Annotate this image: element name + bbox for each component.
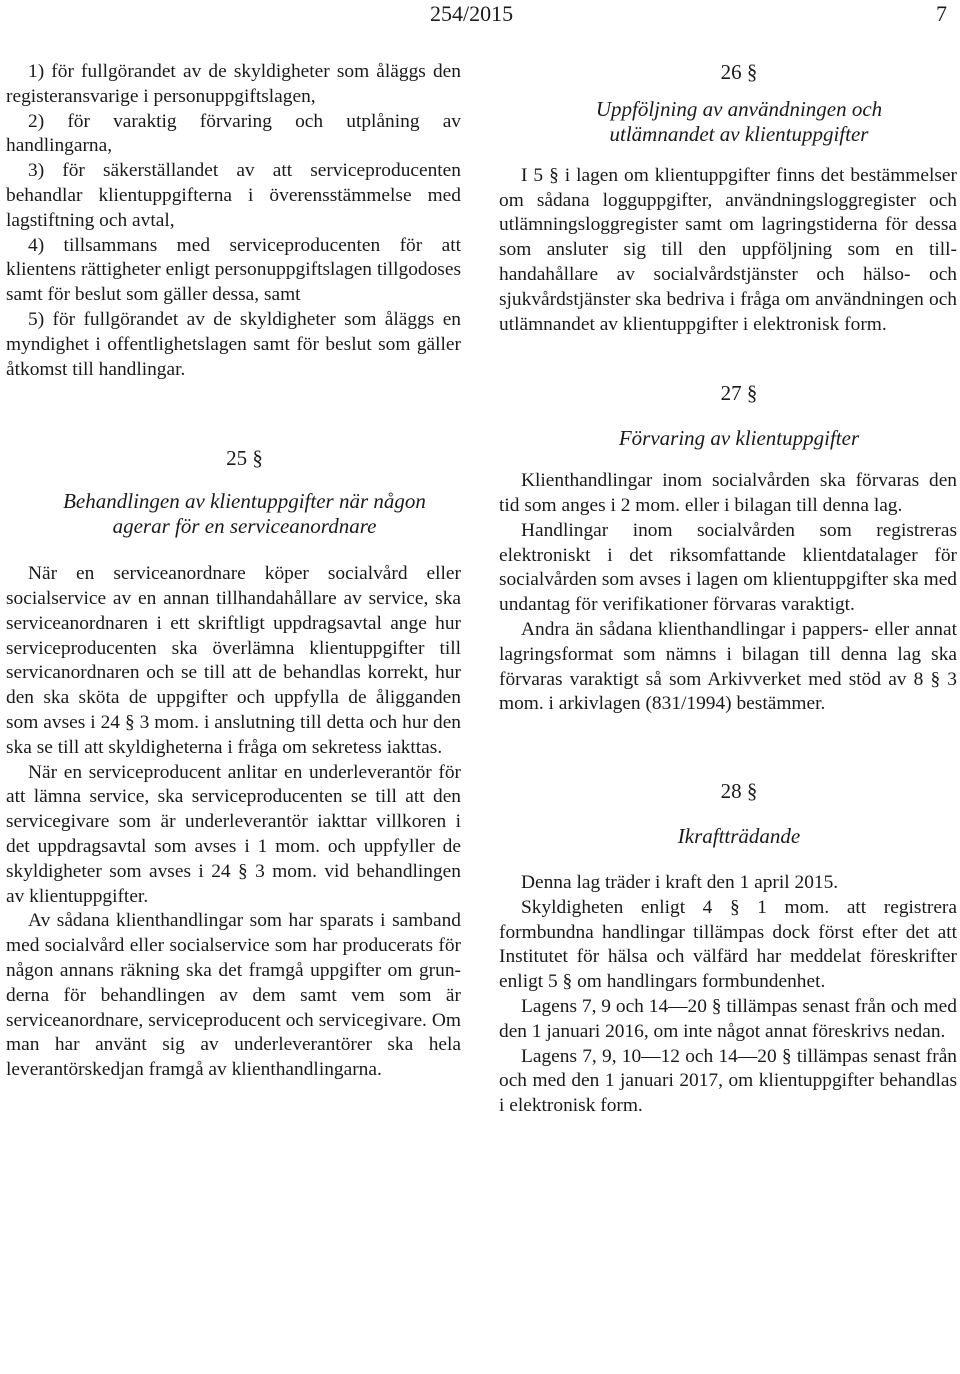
section-25-title-line1: Behandlingen av klientuppgifter när någon bbox=[63, 489, 426, 514]
section-26-title-line2: utlämnandet av klientuppgifter bbox=[609, 121, 869, 146]
right-column bbox=[499, 60, 957, 1119]
list-item-4: 4) tillsammans med serviceproducenten för att klientens rättigheter enligt personuppgiftslagen tillgodoses samt för beslut som gäller dessa, samt bbox=[6, 234, 461, 306]
section-25-paragraph-2: När en serviceproducent anlitar en underleverantör för att lämna service, ska serviceproducenten se till att den servicegivare som är underleverantör iakttar villkoren i det uppdragsavtal som avses i 1 mom. och uppfyller de skyldigheter som avses i 24 § 3 mom. vid behandlingen av klientuppgifter. bbox=[6, 761, 461, 907]
section-28-title bbox=[499, 824, 957, 849]
section-26-title-line1: Uppföljning av användningen och bbox=[595, 96, 883, 121]
list-item-2: 2) för varaktig förvaring och utplåning av handlingarna, bbox=[6, 110, 461, 157]
section-25-title bbox=[6, 489, 461, 539]
statute-number: 254/2015 bbox=[430, 1, 514, 26]
section-28-paragraph-3: Lagens 7, 9 och 14—20 § tillämpas senast från och med den 1 januari 2016, om inte något annat föreskrivs nedan. bbox=[499, 995, 957, 1042]
section-25-number: 25 § bbox=[226, 446, 263, 471]
section-28-number: 28 § bbox=[720, 779, 758, 804]
section-27-number: 27 § bbox=[720, 381, 758, 406]
section-26-title bbox=[499, 97, 957, 147]
section-27-paragraph-1: Klienthandlingar inom socialvården ska förvaras den tid som anges i 2 mom. eller i bilagan till denna lag. bbox=[499, 470, 957, 516]
section-28-paragraph-1: Denna lag träder i kraft den 1 april 2015. bbox=[521, 871, 839, 893]
section-25-paragraph-1: När en serviceanordnare köper socialvård eller socialservice av en annan tillhandahållare av service, ska serviceanordnaren i ett skriftligt uppdragsavtal ange hur serviceproducenten ska överlämna klientuppgifter till servicanordnaren och se till att de behandlas korrekt, hur den ska sköta de uppgifter och uppfylla de åligganden som avses i 24 § 3 mom. i anslutning till detta och hur den ska se till att skyldigheterna i fråga om sekretess iakttas. bbox=[6, 563, 461, 758]
section-27-paragraph-2: Handlingar inom socialvården som registreras elektroniskt i det riksomfattande klientdatalager för socialvården som avses i lagen om klientuppgifter ska med undantag för verifikationer förvaras varaktigt. bbox=[499, 519, 957, 616]
section-27-title-line1: Förvaring av klientuppgifter bbox=[618, 426, 860, 451]
left-column bbox=[6, 60, 461, 1083]
list-item-1: 1) för fullgörandet av de skyldigheter som åläggs den registeransvarige i personuppgiftslagen, bbox=[6, 61, 461, 107]
section-27-title bbox=[499, 426, 957, 451]
list-item-5: 5) för fullgörandet av de skyldigheter som åläggs en myndighet i offentlighetslagen samt för beslut som gäller åtkomst till handlingar. bbox=[6, 308, 461, 380]
page-number: 7 bbox=[936, 1, 947, 26]
section-25-title-line2: agerar för en serviceanordnare bbox=[112, 514, 377, 539]
section-28-paragraph-2: Skyldigheten enligt 4 § 1 mom. att registrera formbundna handlingar tillämpas dock först efter det att Institutet för hälsa och välfärd har meddelat föreskrifter enligt 5 § om handlingars formbundenhet. bbox=[499, 896, 957, 993]
page-header bbox=[0, 0, 960, 30]
section-27-paragraph-3: Andra än sådana klienthandlingar i pappers- eller annat lagringsformat som nämns i bilagan till denna lag ska förvaras varaktigt så som Arkivverket med stöd av 8 § 3 mom. i arkivlagen (831/1994) bestämmer. bbox=[499, 618, 957, 715]
section-25-paragraph-3: Av sådana klienthandlingar som har sparats i samband med socialvård eller socialservice som har producerats för någon annans räkning ska det framgå uppgifter om grunderna för behandlingen av dem samt vem som är serviceanordnare, serviceproducent och servicegivare. Om man har använt sig av underleverantörer ska hela leverantörskedjan framgå av klienthandlingarna. bbox=[6, 910, 461, 1081]
section-26-number: 26 § bbox=[720, 60, 758, 84]
section-26-paragraph-1: I 5 § i lagen om klientuppgifter finns det bestämmelser om sådana logguppgifter, användningsloggregister och utlämningsloggregister samt om lagringstiderna för dessa som ansluter sig till den uppföljning som en tillhandahållare av socialvårdstjänster och hälso- och sjukvårdstjänster ska bedriva i fråga om användningen och utlämnandet av klientuppgifter i elektronisk form. bbox=[499, 164, 957, 335]
section-28-title-line1: Ikraftträdande bbox=[677, 823, 801, 848]
list-item-3: 3) för säkerställandet av att serviceproducenten behandlar klientuppgifterna i överensstämmelse med lagstiftning och avtal, bbox=[6, 160, 461, 231]
section-28-paragraph-4: Lagens 7, 9, 10—12 och 14—20 § tillämpas senast från och med den 1 januari 2017, om klientuppgifter behandlas i elektronisk form. bbox=[499, 1045, 957, 1117]
